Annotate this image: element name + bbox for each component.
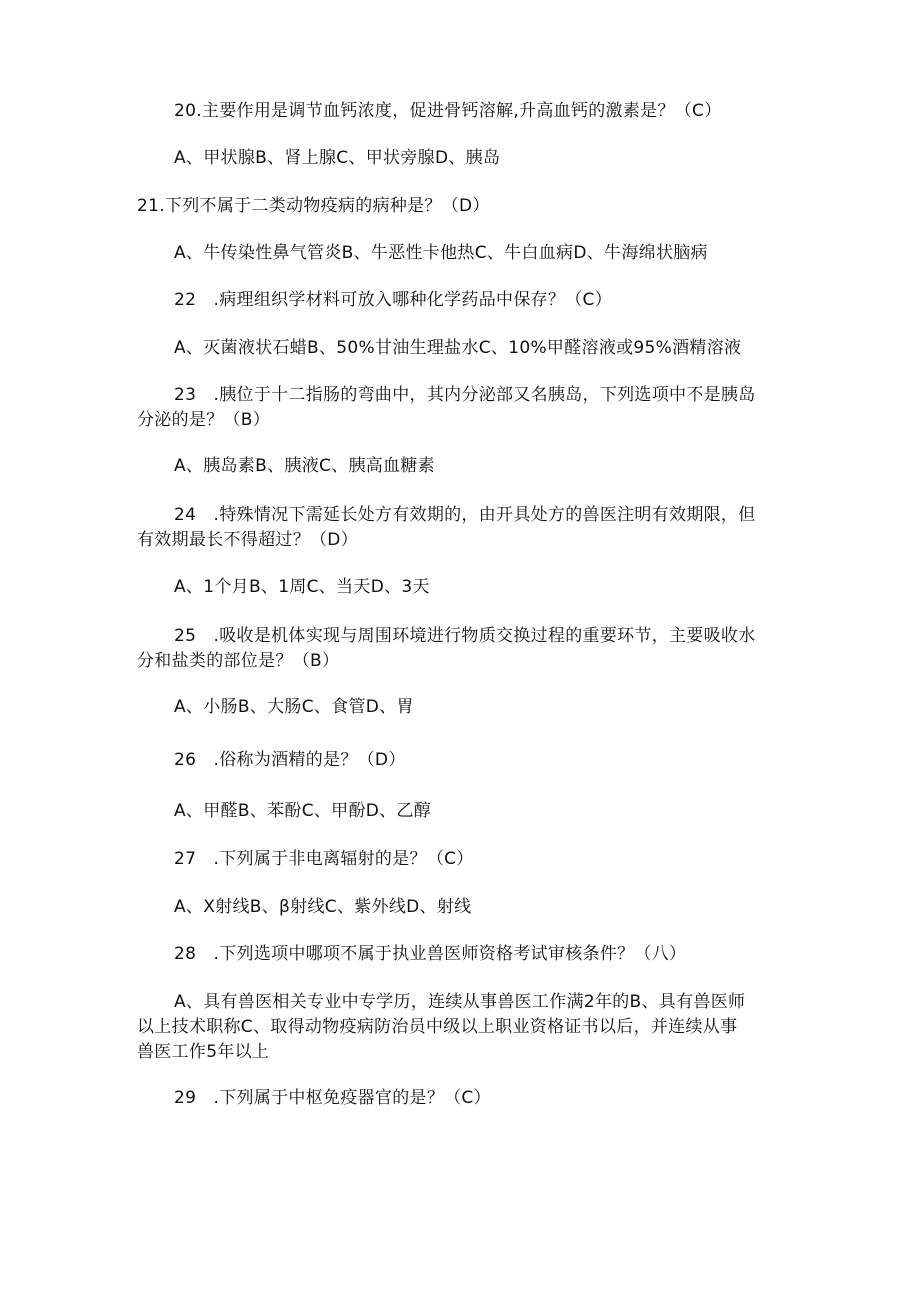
question-23-line-1: 23 .胰位于十二指肠的弯曲中，其内分泌部又名胰岛，下列选项中不是胰岛 [174, 385, 756, 405]
question-28: 28 .下列选项中哪项不属于执业兽医师资格考试审核条件？（八） [174, 944, 687, 964]
question-24-line-2: 有效期最长不得超过？（D） [137, 530, 358, 550]
answer-options-21: A、牛传染性鼻气管炎B、牛恶性卡他热C、牛白血病D、牛海绵状脑病 [174, 243, 708, 263]
answer-options-28 [137, 990, 745, 1065]
question-23-line-2: 分泌的是？（B） [137, 410, 271, 430]
question-21: 21.下列不属于二类动物疫病的病种是？（D） [137, 196, 490, 216]
answer-options-26: A、甲醛B、苯酚C、甲酚D、乙醇 [174, 801, 432, 821]
question-24-line-1: 24 .特殊情况下需延长处方有效期的，由开具处方的兽医注明有效期限，但 [174, 505, 756, 525]
question-27: 27 .下列属于非电离辐射的是？（C） [174, 849, 474, 869]
answer-options-28-line-1: A、具有兽医相关专业中专学历，连续从事兽医工作满2年的B、具有兽医师 [174, 992, 746, 1012]
answer-options-28-line-2: 以上技术职称C、取得动物疫病防治员中级以上职业资格证书以后，并连续从事 [137, 1017, 738, 1037]
answer-options-24: A、1个月B、1周C、当天D、3天 [174, 577, 430, 597]
question-22: 22 .病理组织学材料可放入哪种化学药品中保存？（C） [174, 290, 613, 310]
answer-options-28-line-3: 兽医工作5年以上 [137, 1042, 270, 1062]
question-23 [137, 383, 756, 433]
question-29: 29 .下列属于中枢免疫器官的是？（C） [174, 1088, 491, 1108]
answer-options-20: A、甲状腺B、肾上腺C、甲状旁腺D、胰岛 [174, 148, 501, 168]
answer-options-25: A、小肠B、大肠C、食管D、胃 [174, 697, 414, 717]
question-25-line-2: 分和盐类的部位是？（B） [137, 651, 340, 671]
question-24 [137, 503, 756, 553]
answer-options-27: A、X射线B、β射线C、紫外线D、射线 [174, 897, 472, 917]
question-20: 20.主要作用是调节血钙浓度，促进骨钙溶解,升高血钙的激素是？（C） [174, 101, 722, 121]
answer-options-23: A、胰岛素B、胰液C、胰高血糖素 [174, 456, 435, 476]
question-26: 26 .俗称为酒精的是？（D） [174, 750, 406, 770]
question-25-line-1: 25 .吸收是机体实现与周围环境进行物质交换过程的重要环节，主要吸收水 [174, 626, 756, 646]
question-25 [137, 624, 756, 674]
answer-options-22: A、灭菌液状石蜡B、50%甘油生理盐水C、10%甲醛溶液或95%酒精溶液 [174, 338, 742, 358]
